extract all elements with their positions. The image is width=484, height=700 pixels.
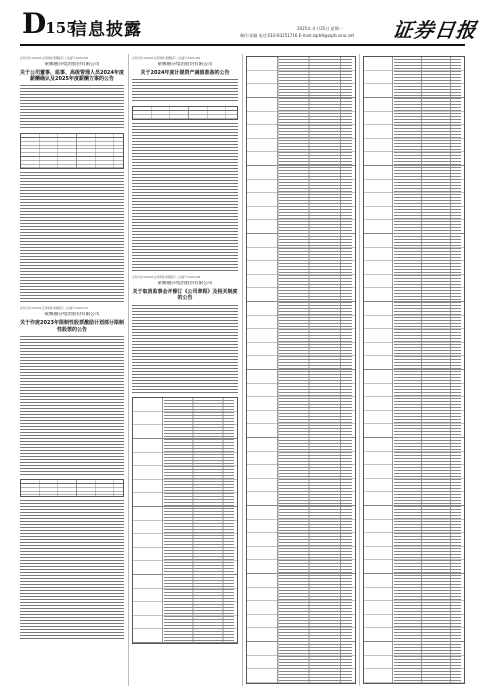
impairment-table <box>132 106 238 120</box>
article-title: 关于取消监事会并修订《公司章程》及相关制度的公告 <box>132 289 238 302</box>
company-name: 蒙娜丽莎集团股份有限公司 <box>157 62 213 67</box>
masthead <box>0 0 484 46</box>
masthead-rule <box>20 44 465 46</box>
body-text <box>132 305 238 395</box>
section-title: 信息披露 <box>70 20 142 40</box>
company-name: 蒙娜丽莎集团股份有限公司 <box>44 62 100 67</box>
body-text <box>132 79 238 103</box>
company-name: 蒙娜丽莎集团股份有限公司 <box>44 312 100 318</box>
salary-table <box>20 133 124 169</box>
article-codes: 证券代码:002918 证券简称:蒙娜丽莎 公告编号:2025-036 <box>132 57 201 60</box>
body-text <box>132 123 238 273</box>
issue-date: 2025年 4 月25日 星期一 <box>297 26 343 31</box>
article-codes: 证券代码:002918 证券简称:蒙娜丽莎 公告编号:2025-037 <box>20 307 89 311</box>
articles-comparison-table-continued <box>363 56 465 684</box>
article-title: 关于公司董事、监事、高级管理人员2024年度薪酬确认及2025年度薪酬方案的公告 <box>20 70 124 83</box>
articles-comparison-table-continued <box>246 56 356 684</box>
body-text <box>20 336 124 476</box>
newspaper-logo: 证券日报 <box>391 18 479 42</box>
column-4 <box>363 54 465 688</box>
body-text <box>20 500 124 640</box>
company-name: 蒙娜丽莎集团股份有限公司 <box>157 281 213 287</box>
page-number-digits: 155 <box>45 19 77 37</box>
article-codes: 证券代码:002918 证券简称:蒙娜丽莎 公告编号:2025-035 <box>20 57 89 60</box>
column-divider <box>242 54 243 686</box>
articles-comparison-table <box>132 397 238 644</box>
column-2 <box>132 54 238 688</box>
article-title: 关于作废2023年限制性股票激励计划部分限制性股票的公告 <box>20 320 124 333</box>
body-text <box>20 172 124 304</box>
body-text <box>20 85 124 130</box>
article-codes: 证券代码:002918 证券简称:蒙娜丽莎 公告编号:2025-038 <box>132 276 201 280</box>
column-1 <box>20 54 124 688</box>
stock-table <box>20 479 124 497</box>
column-divider <box>128 54 129 686</box>
page-number <box>22 7 77 40</box>
column-divider <box>359 54 360 686</box>
page-letter: D <box>22 7 46 40</box>
editor-contacts: 制作:张颖 电话:010-83251716 E-mail:zqrb9@zqrb.sina.net <box>240 33 355 38</box>
column-3 <box>246 54 356 688</box>
article-title: 关于2024年度计提资产减值准备的公告 <box>140 70 230 76</box>
